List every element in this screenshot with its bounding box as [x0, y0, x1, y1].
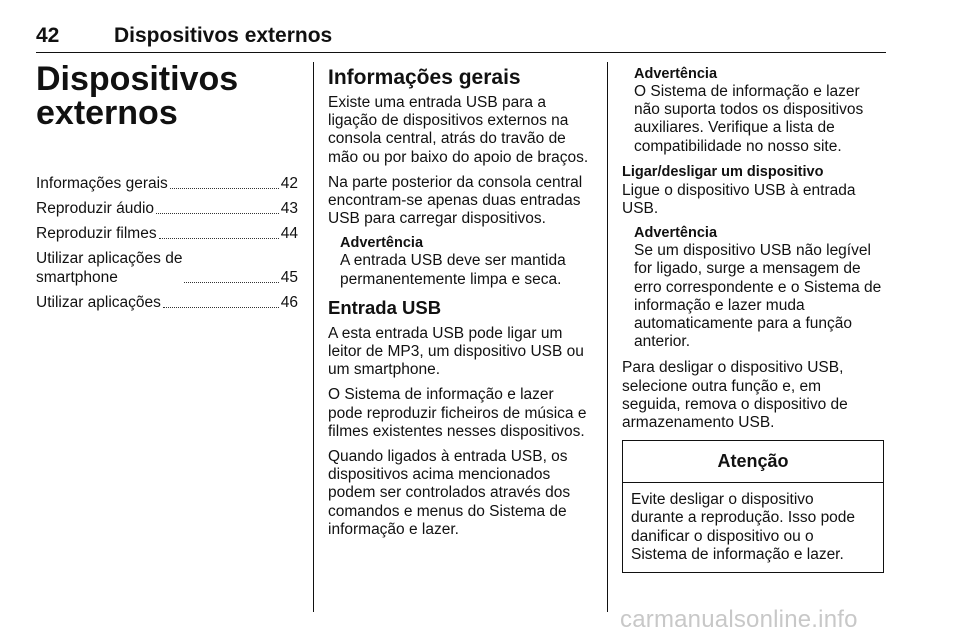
toc-leader-dots: [163, 307, 279, 308]
caution-text: Evite desligar o dispositivo durante a reprodução. Isso pode danificar o dispositivo ou o Sistema de informação e lazer.: [631, 491, 856, 563]
subsection-heading: Ligar/desligar um dispositivo: [622, 163, 824, 180]
left-column: [36, 62, 298, 318]
toc-leader-dots: [159, 238, 279, 239]
note-text: O Sistema de informação e lazer não suporta todos os dispositivos auxiliares. Verifique a lista de compatibilidade no nosso site.: [634, 83, 864, 155]
paragraph: Ligue o dispositivo USB à entrada USB.: [622, 181, 856, 218]
toc-leader-dots: [170, 188, 279, 189]
caution-box: [622, 440, 884, 573]
paragraph: Quando ligados à entrada USB, os dispositivos acima mencionados podem ser controlados através dos comandos e menus do Sistema de informação e lazer.: [328, 448, 571, 538]
toc-item-text: Utilizar aplicações de smartphone: [36, 250, 183, 286]
toc-item[interactable]: [36, 174, 298, 193]
toc-item-text: Utilizar aplicações: [36, 294, 161, 311]
note-text: A entrada USB deve ser mantida permanentemente limpa e seca.: [340, 252, 566, 288]
toc-item-page: 43: [280, 200, 298, 217]
table-of-contents: [36, 174, 298, 312]
toc-item[interactable]: [36, 293, 298, 312]
chapter-title: Dispositivos externos: [36, 60, 239, 132]
watermark: carmanualsonline.info: [620, 606, 858, 633]
note-box: [634, 225, 886, 351]
right-column: [622, 62, 886, 573]
toc-item[interactable]: [36, 224, 298, 243]
toc-item-text: Informações gerais: [36, 175, 168, 192]
note-text: Se um dispositivo USB não legível for ligado, surge a mensagem de erro correspondente e o Sistema de informação e lazer muda automaticamente para a função anterior.: [634, 242, 882, 351]
toc-item[interactable]: [36, 249, 298, 287]
middle-column: [328, 62, 590, 546]
page-header: [36, 22, 886, 53]
paragraph: Existe uma entrada USB para a ligação de dispositivos externos na consola central, atrás do travão de mão ou por baixo do apoio de braços.: [328, 94, 589, 166]
toc-item-text: Reproduzir filmes: [36, 225, 157, 242]
note-box: [634, 66, 886, 156]
paragraph: A esta entrada USB pode ligar um leitor de MP3, um dispositivo USB ou um smartphone.: [328, 324, 584, 379]
note-box: [340, 235, 590, 288]
note-label: Advertência: [340, 235, 424, 252]
paragraph: O Sistema de informação e lazer pode reproduzir ficheiros de música e filmes existentes nesses dispositivos.: [328, 386, 587, 440]
note-label: Advertência: [634, 225, 718, 242]
section-heading: Informações gerais: [328, 66, 521, 89]
toc-item-page: 42: [280, 175, 298, 192]
note-label: Advertência: [634, 66, 718, 82]
toc-item-page: 45: [280, 269, 298, 286]
toc-leader-dots: [156, 213, 279, 214]
paragraph: Na parte posterior da consola central encontram-se apenas duas entradas USB para carregar dispositivos.: [328, 173, 583, 228]
column-divider-1: [313, 62, 314, 612]
page-number: 42: [36, 24, 60, 47]
paragraph: Para desligar o dispositivo USB, selecione outra função e, em seguida, remova o dispositivo de armazenamento USB.: [622, 359, 848, 432]
toc-item[interactable]: [36, 199, 298, 218]
toc-item-page: 46: [280, 294, 298, 311]
column-divider-2: [607, 62, 608, 612]
toc-item-page: 44: [280, 225, 298, 242]
caution-title: Atenção: [623, 441, 883, 483]
running-title: Dispositivos externos: [114, 24, 333, 47]
subsection-heading: Entrada USB: [328, 296, 442, 318]
toc-leader-dots: [184, 282, 278, 283]
toc-item-text: Reproduzir áudio: [36, 200, 155, 217]
